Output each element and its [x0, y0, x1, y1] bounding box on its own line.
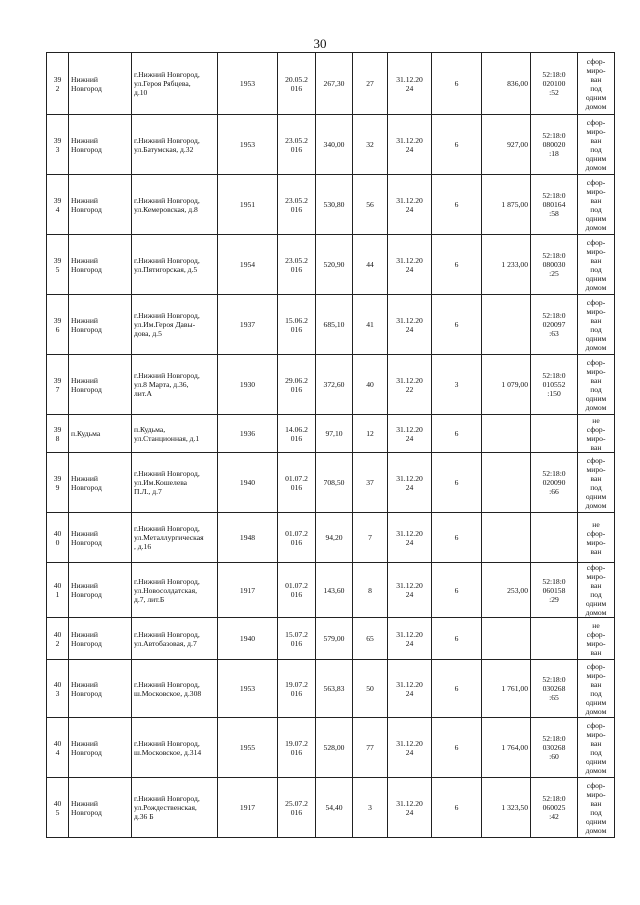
city-cell: Нижний Новгород [69, 175, 132, 235]
registry-body [47, 53, 615, 838]
row-number-cell: 39 9 [47, 453, 69, 513]
inclusion-date-cell: 25.07.2 016 [278, 778, 316, 838]
address-cell: г.Нижний Новгород, ул.Автобазовая, д.7 [132, 618, 218, 660]
address-cell: г.Нижний Новгород, ул.Им.Кошелева П.Л., д.7 [132, 453, 218, 513]
address-cell: г.Нижний Новгород, ул.Новосолдатская, д.7, лит.Б [132, 563, 218, 618]
cost-cell [482, 295, 531, 355]
build-year-cell: 1948 [218, 513, 278, 563]
build-year-cell: 1953 [218, 115, 278, 175]
cost-cell [482, 453, 531, 513]
type-code-cell: 6 [432, 235, 482, 295]
cost-cell [482, 513, 531, 563]
cadastral-number-cell [531, 513, 578, 563]
build-year-cell: 1936 [218, 415, 278, 453]
type-code-cell: 6 [432, 295, 482, 355]
cadastral-number-cell: 52:18:0 030268 :65 [531, 660, 578, 718]
cost-cell: 1 764,00 [482, 718, 531, 778]
living-area-cell: 267,30 [316, 53, 353, 115]
table-row [47, 660, 615, 718]
land-status-cell: сфор- миро- ван под одним домом [578, 778, 615, 838]
cost-cell: 1 079,00 [482, 355, 531, 415]
table-row [47, 415, 615, 453]
cost-cell: 836,00 [482, 53, 531, 115]
living-area-cell: 528,00 [316, 718, 353, 778]
cost-cell: 253,00 [482, 563, 531, 618]
build-year-cell: 1955 [218, 718, 278, 778]
land-status-cell: не сфор- миро- ван [578, 415, 615, 453]
living-area-cell: 340,00 [316, 115, 353, 175]
living-area-cell: 530,80 [316, 175, 353, 235]
table-row [47, 453, 615, 513]
land-status-cell: не сфор- миро- ван [578, 618, 615, 660]
address-cell: г.Нижний Новгород, ул.Батумская, д.32 [132, 115, 218, 175]
living-area-cell: 143,60 [316, 563, 353, 618]
deadline-cell: 31.12.20 24 [388, 115, 432, 175]
table-row [47, 563, 615, 618]
living-area-cell: 685,10 [316, 295, 353, 355]
table-row [47, 53, 615, 115]
cadastral-number-cell: 52:18:0 060025 :42 [531, 778, 578, 838]
inclusion-date-cell: 23.05.2 016 [278, 235, 316, 295]
city-cell: Нижний Новгород [69, 235, 132, 295]
deadline-cell: 31.12.20 24 [388, 235, 432, 295]
row-number-cell: 39 4 [47, 175, 69, 235]
land-status-cell: сфор- миро- ван под одним домом [578, 718, 615, 778]
build-year-cell: 1917 [218, 563, 278, 618]
type-code-cell: 6 [432, 778, 482, 838]
row-number-cell: 39 8 [47, 415, 69, 453]
address-cell: г.Нижний Новгород, ул.8 Марта, д.36, лит.А [132, 355, 218, 415]
inclusion-date-cell: 19.07.2 016 [278, 660, 316, 718]
residents-count-cell: 7 [353, 513, 388, 563]
table-row [47, 175, 615, 235]
build-year-cell: 1953 [218, 53, 278, 115]
table-row [47, 718, 615, 778]
deadline-cell: 31.12.20 24 [388, 778, 432, 838]
cadastral-number-cell: 52:18:0 080030 :25 [531, 235, 578, 295]
table-row [47, 618, 615, 660]
living-area-cell: 579,00 [316, 618, 353, 660]
cadastral-number-cell: 52:18:0 020090 :66 [531, 453, 578, 513]
city-cell: Нижний Новгород [69, 660, 132, 718]
deadline-cell: 31.12.20 24 [388, 175, 432, 235]
residents-count-cell: 12 [353, 415, 388, 453]
cadastral-number-cell [531, 618, 578, 660]
residents-count-cell: 32 [353, 115, 388, 175]
table-row [47, 235, 615, 295]
land-status-cell: сфор- миро- ван под одним домом [578, 355, 615, 415]
residents-count-cell: 27 [353, 53, 388, 115]
city-cell: Нижний Новгород [69, 513, 132, 563]
cost-cell: 1 875,00 [482, 175, 531, 235]
living-area-cell: 563,83 [316, 660, 353, 718]
land-status-cell: сфор- миро- ван под одним домом [578, 115, 615, 175]
type-code-cell: 6 [432, 53, 482, 115]
cadastral-number-cell: 52:18:0 020097 :63 [531, 295, 578, 355]
land-status-cell: сфор- миро- ван под одним домом [578, 563, 615, 618]
city-cell: Нижний Новгород [69, 778, 132, 838]
living-area-cell: 97,10 [316, 415, 353, 453]
city-cell: Нижний Новгород [69, 618, 132, 660]
address-cell: г.Нижний Новгород, ул.Им.Героя Давы- дова, д.5 [132, 295, 218, 355]
city-cell: п.Кудьма [69, 415, 132, 453]
inclusion-date-cell: 14.06.2 016 [278, 415, 316, 453]
row-number-cell: 39 2 [47, 53, 69, 115]
row-number-cell: 40 5 [47, 778, 69, 838]
type-code-cell: 3 [432, 355, 482, 415]
city-cell: Нижний Новгород [69, 115, 132, 175]
residents-count-cell: 77 [353, 718, 388, 778]
deadline-cell: 31.12.20 24 [388, 513, 432, 563]
deadline-cell: 31.12.20 22 [388, 355, 432, 415]
address-cell: г.Нижний Новгород, ул.Рождественская, д.36 Б [132, 778, 218, 838]
residents-count-cell: 50 [353, 660, 388, 718]
build-year-cell: 1917 [218, 778, 278, 838]
residents-count-cell: 65 [353, 618, 388, 660]
table-row [47, 778, 615, 838]
land-status-cell: сфор- миро- ван под одним домом [578, 235, 615, 295]
address-cell: г.Нижний Новгород, ш.Московское, д.308 [132, 660, 218, 718]
land-status-cell: сфор- миро- ван под одним домом [578, 453, 615, 513]
residents-count-cell: 40 [353, 355, 388, 415]
living-area-cell: 708,50 [316, 453, 353, 513]
inclusion-date-cell: 15.07.2 016 [278, 618, 316, 660]
type-code-cell: 6 [432, 618, 482, 660]
row-number-cell: 40 0 [47, 513, 69, 563]
build-year-cell: 1930 [218, 355, 278, 415]
housing-registry-table [46, 52, 615, 838]
type-code-cell: 6 [432, 563, 482, 618]
address-cell: г.Нижний Новгород, ул.Героя Рябцева, д.10 [132, 53, 218, 115]
cost-cell [482, 618, 531, 660]
inclusion-date-cell: 23.05.2 016 [278, 175, 316, 235]
city-cell: Нижний Новгород [69, 718, 132, 778]
row-number-cell: 39 7 [47, 355, 69, 415]
deadline-cell: 31.12.20 24 [388, 660, 432, 718]
table-row [47, 295, 615, 355]
table-row [47, 115, 615, 175]
city-cell: Нижний Новгород [69, 53, 132, 115]
deadline-cell: 31.12.20 24 [388, 453, 432, 513]
inclusion-date-cell: 01.07.2 016 [278, 563, 316, 618]
land-status-cell: сфор- миро- ван под одним домом [578, 660, 615, 718]
city-cell: Нижний Новгород [69, 295, 132, 355]
living-area-cell: 372,60 [316, 355, 353, 415]
type-code-cell: 6 [432, 415, 482, 453]
build-year-cell: 1954 [218, 235, 278, 295]
build-year-cell: 1940 [218, 618, 278, 660]
table-row [47, 355, 615, 415]
inclusion-date-cell: 29.06.2 016 [278, 355, 316, 415]
city-cell: Нижний Новгород [69, 355, 132, 415]
residents-count-cell: 44 [353, 235, 388, 295]
cost-cell: 1 323,50 [482, 778, 531, 838]
row-number-cell: 40 3 [47, 660, 69, 718]
row-number-cell: 40 1 [47, 563, 69, 618]
residents-count-cell: 41 [353, 295, 388, 355]
cadastral-number-cell: 52:18:0 010552 :150 [531, 355, 578, 415]
deadline-cell: 31.12.20 24 [388, 53, 432, 115]
inclusion-date-cell: 01.07.2 016 [278, 453, 316, 513]
cost-cell [482, 415, 531, 453]
row-number-cell: 39 3 [47, 115, 69, 175]
deadline-cell: 31.12.20 24 [388, 295, 432, 355]
type-code-cell: 6 [432, 175, 482, 235]
residents-count-cell: 56 [353, 175, 388, 235]
residents-count-cell: 37 [353, 453, 388, 513]
row-number-cell: 39 5 [47, 235, 69, 295]
table-row [47, 513, 615, 563]
cadastral-number-cell: 52:18:0 060158 :29 [531, 563, 578, 618]
residents-count-cell: 3 [353, 778, 388, 838]
type-code-cell: 6 [432, 718, 482, 778]
cadastral-number-cell: 52:18:0 030268 :60 [531, 718, 578, 778]
land-status-cell: не сфор- миро- ван [578, 513, 615, 563]
deadline-cell: 31.12.20 24 [388, 718, 432, 778]
land-status-cell: сфор- миро- ван под одним домом [578, 295, 615, 355]
inclusion-date-cell: 15.06.2 016 [278, 295, 316, 355]
address-cell: п.Кудьма, ул.Станционная, д.1 [132, 415, 218, 453]
row-number-cell: 40 2 [47, 618, 69, 660]
row-number-cell: 40 4 [47, 718, 69, 778]
city-cell: Нижний Новгород [69, 453, 132, 513]
address-cell: г.Нижний Новгород, ул.Пятигорская, д.5 [132, 235, 218, 295]
living-area-cell: 54,40 [316, 778, 353, 838]
residents-count-cell: 8 [353, 563, 388, 618]
cadastral-number-cell: 52:18:0 080164 :58 [531, 175, 578, 235]
type-code-cell: 6 [432, 660, 482, 718]
type-code-cell: 6 [432, 453, 482, 513]
address-cell: г.Нижний Новгород, ш.Московское, д.314 [132, 718, 218, 778]
cost-cell: 1 233,00 [482, 235, 531, 295]
inclusion-date-cell: 23.05.2 016 [278, 115, 316, 175]
build-year-cell: 1953 [218, 660, 278, 718]
inclusion-date-cell: 19.07.2 016 [278, 718, 316, 778]
cost-cell: 1 761,00 [482, 660, 531, 718]
type-code-cell: 6 [432, 513, 482, 563]
deadline-cell: 31.12.20 24 [388, 618, 432, 660]
city-cell: Нижний Новгород [69, 563, 132, 618]
inclusion-date-cell: 20.05.2 016 [278, 53, 316, 115]
deadline-cell: 31.12.20 24 [388, 415, 432, 453]
address-cell: г.Нижний Новгород, ул.Кемеровская, д.8 [132, 175, 218, 235]
land-status-cell: сфор- миро- ван под одним домом [578, 53, 615, 115]
build-year-cell: 1940 [218, 453, 278, 513]
page-number: 30 [313, 36, 327, 51]
land-status-cell: сфор- миро- ван под одним домом [578, 175, 615, 235]
address-cell: г.Нижний Новгород, ул.Металлургическая , д.16 [132, 513, 218, 563]
living-area-cell: 94,20 [316, 513, 353, 563]
living-area-cell: 520,90 [316, 235, 353, 295]
type-code-cell: 6 [432, 115, 482, 175]
cadastral-number-cell: 52:18:0 020100 :52 [531, 53, 578, 115]
cost-cell: 927,00 [482, 115, 531, 175]
cadastral-number-cell [531, 415, 578, 453]
deadline-cell: 31.12.20 24 [388, 563, 432, 618]
inclusion-date-cell: 01.07.2 016 [278, 513, 316, 563]
build-year-cell: 1937 [218, 295, 278, 355]
row-number-cell: 39 6 [47, 295, 69, 355]
cadastral-number-cell: 52:18:0 080020 :18 [531, 115, 578, 175]
build-year-cell: 1951 [218, 175, 278, 235]
